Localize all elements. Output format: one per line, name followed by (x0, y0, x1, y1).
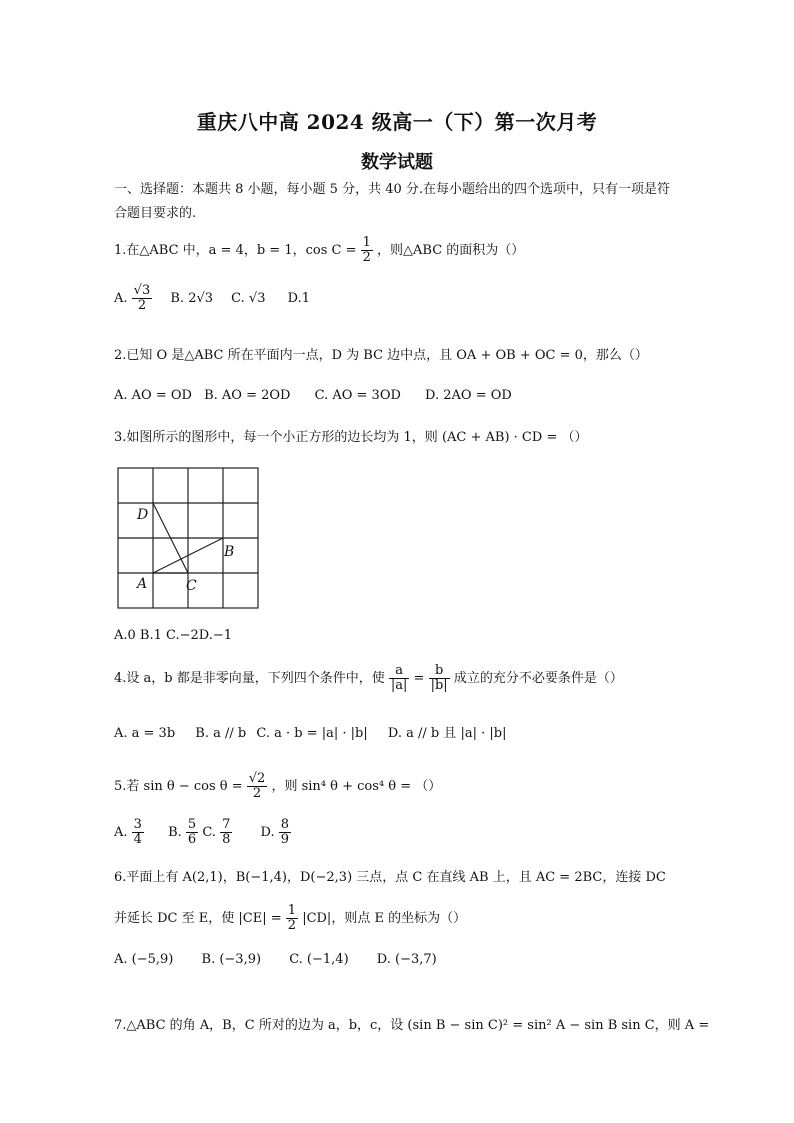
q5-option-c-den: 8 (222, 832, 231, 847)
q4-option-d: D. a // b 且 |a| · |b| (387, 726, 507, 741)
q4-frac1-den: |a| (390, 678, 408, 693)
q1-option-a-num: √3 (133, 283, 151, 298)
grid-figure-svg (117, 467, 259, 609)
q6-fraction (286, 904, 298, 933)
question-5-stem (114, 772, 441, 801)
q4-frac1-num: a (389, 664, 410, 679)
point-label-c: C (186, 578, 197, 594)
q1-frac-num: 1 (362, 235, 371, 250)
question-1-stem (114, 236, 524, 265)
question-6-stem-line1: 6.平面上有 A(2,1)，B(−1,4)，D(−2,3) 三点，点 C 在直线 AB 上，且 AC = 2BC，连接 DC (114, 870, 666, 885)
q5-option-d-fraction (279, 818, 291, 847)
q5-option-a-fraction (132, 818, 144, 847)
q6-option-d: D. (−3,7) (376, 952, 437, 967)
q6-option-c: C. (−1,4) (289, 952, 349, 967)
exam-subtitle: 数学试题 (361, 152, 433, 173)
q2-option-a: A. AO = OD (114, 388, 192, 403)
q5-fraction (247, 772, 268, 801)
question-6-options (114, 952, 437, 967)
point-label-d: D (137, 507, 149, 523)
question-3-stem: 3.如图所示的图形中，每一个小正方形的边长均为 1，则 (AC + AB) · CD = （） (114, 430, 588, 445)
q5-frac-den: 2 (252, 786, 262, 801)
q5-stem-b: ，则 sin⁴ θ + cos⁴ θ = （） (271, 779, 442, 794)
q5-option-c-prefix: C. (202, 825, 216, 840)
q4-option-b: B. a // b (195, 726, 247, 741)
question-6-stem-line2 (114, 904, 466, 933)
q1-option-a-den: 2 (137, 298, 147, 313)
q4-frac2-num: b (429, 664, 450, 679)
point-label-b: B (224, 544, 235, 560)
q1-option-a-prefix: A. (114, 291, 128, 306)
question-3-figure (117, 467, 259, 609)
q4-stem-b: 成立的充分不必要条件是（） (453, 671, 623, 686)
section-intro-line1: 一、选择题：本题共 8 小题，每小题 5 分，共 40 分.在每小题给出的四个选项中，只有一项是符 (114, 182, 671, 197)
q4-stem-a: 4.设 a，b 都是非零向量，下列四个条件中，使 (114, 671, 385, 686)
q4-option-a: A. a = 3b (114, 726, 176, 741)
q6-stem-b: |CD|，则点 E 的坐标为（） (302, 911, 467, 926)
q6-option-b: B. (−3,9) (201, 952, 262, 967)
q4-frac2-den: |b| (430, 678, 448, 693)
q2-option-c: C. AO = 3OD (314, 388, 401, 403)
q1-stem-b: ，则△ABC 的面积为（） (377, 243, 525, 258)
q5-option-a-den: 4 (133, 832, 142, 847)
q1-option-b: B. 2√3 (170, 291, 214, 306)
q6-stem-a: 并延长 DC 至 E，使 |CE| = (114, 911, 282, 926)
q5-option-b-num: 5 (187, 817, 197, 832)
question-1-options (114, 284, 310, 313)
q1-frac-den: 2 (362, 250, 371, 265)
q1-option-a-fraction (132, 284, 153, 313)
q5-option-c-fraction (220, 818, 232, 847)
q6-frac-num: 1 (287, 903, 297, 918)
q5-option-d-num: 8 (280, 817, 290, 832)
q5-stem-a: 5.若 sin θ − cos θ = (114, 779, 243, 794)
question-2-options (114, 388, 512, 403)
q5-option-b-fraction (186, 818, 198, 847)
q4-fraction-a (389, 664, 410, 693)
q5-option-d-den: 9 (280, 832, 290, 847)
q5-option-a-num: 3 (133, 817, 142, 832)
q2-option-b: B. AO = 2OD (204, 388, 291, 403)
q5-frac-num: √2 (248, 771, 266, 786)
question-2-stem: 2.已知 O 是△ABC 所在平面内一点，D 为 BC 边中点，且 OA + OB + OC = 0，那么（） (114, 348, 648, 363)
q5-option-b-prefix: B. (168, 825, 182, 840)
q5-option-a-prefix: A. (114, 825, 128, 840)
q1-option-d: D.1 (287, 291, 310, 306)
q4-option-c: C. a · b = |a| · |b| (256, 726, 368, 741)
question-4-stem (114, 664, 623, 693)
q1-fraction (361, 236, 373, 265)
q4-fraction-b (429, 664, 450, 693)
question-4-options (114, 722, 506, 741)
question-7-stem: 7.△ABC 的角 A，B，C 所对的边为 a，b，c，设 (sin B − sin C)² = sin² A − sin B sin C，则 A = (114, 1018, 710, 1033)
exam-title: 重庆八中高 2024 级高一（下）第一次月考 (196, 110, 598, 134)
question-3-options: A.0 B.1 C.−2D.−1 (114, 628, 233, 643)
q1-option-c: C. √3 (231, 291, 266, 306)
q1-stem-a: 1.在△ABC 中，a = 4，b = 1，cos C = (114, 243, 357, 258)
q5-option-b-den: 6 (187, 832, 197, 847)
section-intro-line2: 合题目要求的. (114, 206, 197, 221)
q6-option-a: A. (−5,9) (114, 952, 174, 967)
q5-option-d-prefix: D. (260, 825, 275, 840)
q4-equals: = (413, 671, 425, 686)
question-5-options (114, 818, 291, 847)
q6-frac-den: 2 (287, 918, 297, 933)
q5-option-c-num: 7 (222, 817, 231, 832)
q2-option-d: D. 2AO = OD (425, 388, 512, 403)
point-label-a: A (137, 576, 148, 592)
